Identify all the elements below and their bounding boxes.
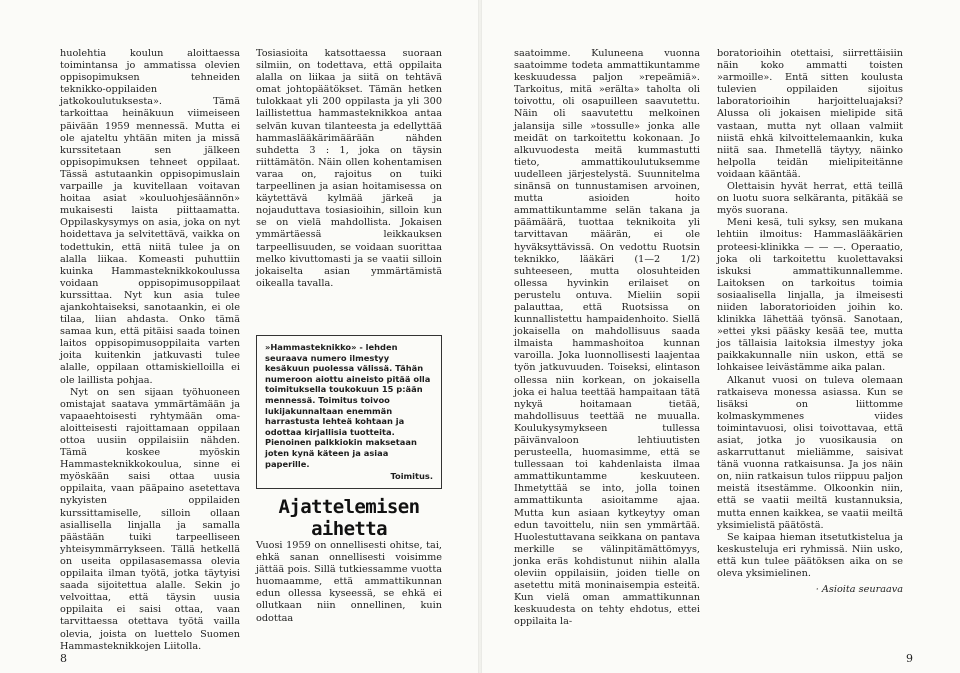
paragraph: Olettaisin hyvät herrat, että teillä on luotu suora selkäranta, pitäkää se myös suorana. [717,181,903,217]
paragraph: Se kaipaa hieman itsetutkistelua ja keskusteluja eri ryhmissä. Niin usko, että kun tulee päätöksen aika on se oleva yksimielinen. [717,531,903,580]
notice-signature: Toimitus. [390,471,433,482]
left-page [0,0,478,673]
paragraph: Alkanut vuosi on tuleva olemaan ratkaiseva monessa asiassa. Kun se lisäksi on liittomme kolmaskymmenes viides toimintavuosi, olisi toivottavaa, että asiat, jotka jo vuosikausia on askarruttanut mieliämme, saisivat tänä vuonna ratkaisunsa. Ja jos näin on, niin ratkaisun tulos riippuu paljon meistä itsestämme. Olkoonkin niin, että se vaatii meiltä kustannuksia, mutta ennen kaikkea, se vaatii meiltä yksimielistä päätöstä. [717,374,903,531]
right-column-2 [717,48,903,596]
page-number-right: 9 [906,652,913,665]
paragraph: boratorioihin otettaisi, siirrettäisiin näin koko ammatti toisten »armoille». Entä sitten koulusta tulevien oppilaiden sijoitus laboratorioihin harjoitteluajaksi? Alussa oli jokaisen mielipide sitä vastaan, mutta nyt ollaan valmiit niistä ehkä kilvoittelemaankin, kuka niitä saa. Ihmetellä täytyy, näinko helpolla teidän mielipiteitänne voidaan kääntää. [717,48,903,180]
paragraph: Meni kesä, tuli syksy, sen mukana lehtiin ilmoitus: Hammaslääkärien proteesi-klinikka — — —. Operaatio, joka oli tarkoitettu kuolettavaksi iskuksi ammattikunnallemme. Laitoksen on tarkoitus toimia sosiaalisella linjalla, ja ilmeisesti niiden laboratorioiden joihin ko. klinikka lähettää työnsä. Sanotaan, »ettei yksi pääsky kesää tee, mutta jos tällaisia laitoksia ilmestyy joka paikkakunnalle niin uskon, että se lohkaisee leivästämme aika palan. [717,217,903,374]
article-body-start [256,540,442,625]
left-column-2 [256,48,442,290]
author-signature: · Asioita seuraava [815,584,903,596]
editorial-notice-box [256,335,442,489]
paragraph: saatoimme. Kuluneena vuonna saatoimme todeta ammattikuntamme keskuudessa paljon »repeämiä». Tarkoitus, mitä »erälta» taholta oli toivottu, oli osapuilleen saavutettu. Näin oli saavutettu melkoinen jalansija sille »tossulle» jonka alle meidät on tarkoitettu kokonaan. Jo alkuvuodesta meitä kummastutti tieto, ammattikoulutuksemme uudelleen järjestelystä. Suunnitelma sinänsä on tunnustamisen arvoinen, mutta asioiden hoito ammattikuntamme selän takana ja päämäärä, tuottaa teknikoita yli tarvittavan määrän, ei ole hyväksyttävissä. On vedottu Ruotsin teknikko, lääkäri (1—2 1/2) suhteeseen, mutta olosuhteiden ollessa hyvinkin erilaiset on perustelu ontuva. Mieliin sopii palauttaa, että Ruotsissa on kunnallistettu hampaidenhoito. Siellä jokaisella on mahdollisuus saada ilmaista hammashoitoa kunnan varoilla. Joka luonnollisesti laajentaa työn jatkuvuuden. Toiseksi, elintason ollessa niin korkean, on jokaisella joka ei halua teettää hampaitaan tätä nykyä hoitamaan tietää, mahdollisuus teettää ne muualla. Koulukysymykseen tullessa päivänvaloon lehtiuutisten perusteella, huomasimme, että se tullessaan toi kahdenlaista ilmaa ammattikuntamme keskuuteen. Ihmetyttää se into, jolla toinen ammattikunta asioitamme ajaa. Mutta kun asiaan kytkeytyy oman edun tavoittelu, niin sen ymmärtää. Huolestuttavana seikkana on pantava merkille se välinpitämättömyys, jonka eräs kohdistunut niihin alalla oleviin oppilaisiin, joiden tielle on asetettu mitä moninaisempia esteitä. Kun vielä oman ammattikunnan keskuudesta on tehty ehdotus, ettei oppilaita la- [514,48,700,628]
right-column-1 [514,48,700,629]
page-number-left: 8 [60,652,67,665]
paragraph: Tosiasioita katsottaessa suoraan silmiin, on todettava, että oppilaita alalla on liikaa ja siitä on tehtävä omat johtopäätökset. Tämän hetken tulokkaat yli 200 oppilasta ja yli 300 laillistettua hammasteknikkoa antaa selvän kuvan tilanteesta ja edellyttää hammaslääkärimäärään nähden suhdetta 3 : 1, joka on täysin riittämätön. Näin ollen kohentamisen varaa on, rajoitus on tuiki tarpeellinen ja asian hoitamisessa on käytettävä kylmää järkeä ja nojauduttava tosiasioihin, silloin kun se on vielä mahdollista. Jokaisen ymmärtäessä leikkauksen tarpeellisuuden, se voidaan suorittaa melko kivuttomasti ja se vaatii silloin jokaiselta asian ymmärtämistä oikealla tavalla. [256,48,442,289]
article-headline: Ajattelemisen aihetta [278,496,420,540]
paragraph: Nyt on sen sijaan työhuoneen omistajat saatava ymmärtämään ja vapaaehtoisesti ryhtymään oma-aloitteisesti rajoittamaan oppilaan ottoa uusiin oppilaisiin nähden. Tämä koskee myöskin Hammasteknikkokoulua, sinne ei myöskään saisi ottaa uusia oppilaita, vaan pääpaino asetettava nykyisten oppilaiden kurssittamiselle, silloin ollaan asiallisella linjalla ja samalla päästään tuiki tarpeelliseen yhteisymmärrykseen. Tällä hetkellä on useita oppilasasemassa olevia oppilaita ilman työtä, jotka täytyisi saada sijoitettua alalle. Sekin jo velvoittaa, että täysin uusia oppilaita ei saisi ottaa, vaan tarvittaessa otettava työtä vailla olevia, joista on luettelo Suomen Hammasteknikkojen Liitolla. [60,386,240,652]
left-column-1 [60,48,240,653]
paragraph: Vuosi 1959 on onnellisesti ohitse, tai, ehkä sanan onnellisesti voisimme jättää pois. Sillä tutkiessamme vuotta huomaamme, että ammattikunnan edun ollessa kyseessä, se ehkä ei ollutkaan niin onnellinen, kuin odottaa [256,540,442,624]
right-page [482,0,960,673]
notice-text: »Hammasteknikko» - lehden seuraava numero ilmestyy kesäkuun puolessa välissä. Tähän numeroon aiottu aineisto pitää olla toimituksella toukokuun 15 p:ään mennessä. Toimitus toivoo lukijakunnaltaan enemmän harrastusta lehteä kohtaan ja odottaa kirjallisia tuotteita. Pienoinen palkkiokin maksetaan joten kynä käteen ja asiaa paperille. [265,342,431,469]
paragraph: huolehtia koulun aloittaessa toimintansa jo ammatissa olevien oppisopimuksen tehneiden teknikko-oppilaiden jatkokoulutuksesta». Tämä tarkoittaa heinäkuun viimeiseen päivään 1959 mennessä. Mutta ei ole ajateltu yhtään miten ja missä kurssitetaan sen jälkeen oppisopimuksen tehneet oppilaat. Tässä astutaankin oppisopimuslain varpaille ja kuvitellaan voitavan hoitaa asiat »kouluohjesäännön» mukaisesti laista piittaamatta. Oppilaskysymys on asia, joka on nyt hoidettava ja selvitettävä, vaikka on todettukin, että niitä tulee ja on alalla liikaa. Komeasti puhuttiin kuinka Hammasteknikkokoulussa voidaan oppisopimusoppilaat kurssittaa. Nyt kun asia tulee ajankohtaiseksi, sanotaankin, ei ole tilaa, liian ahdasta. Onko tämä samaa kun, että pitäisi saada toinen laitos oppisopimusoppilaita varten joita kuitenkin jatkuvasti tulee alalle, oppilaan ottamiskielloilla ei ole laillista pohjaa. [60,48,240,386]
